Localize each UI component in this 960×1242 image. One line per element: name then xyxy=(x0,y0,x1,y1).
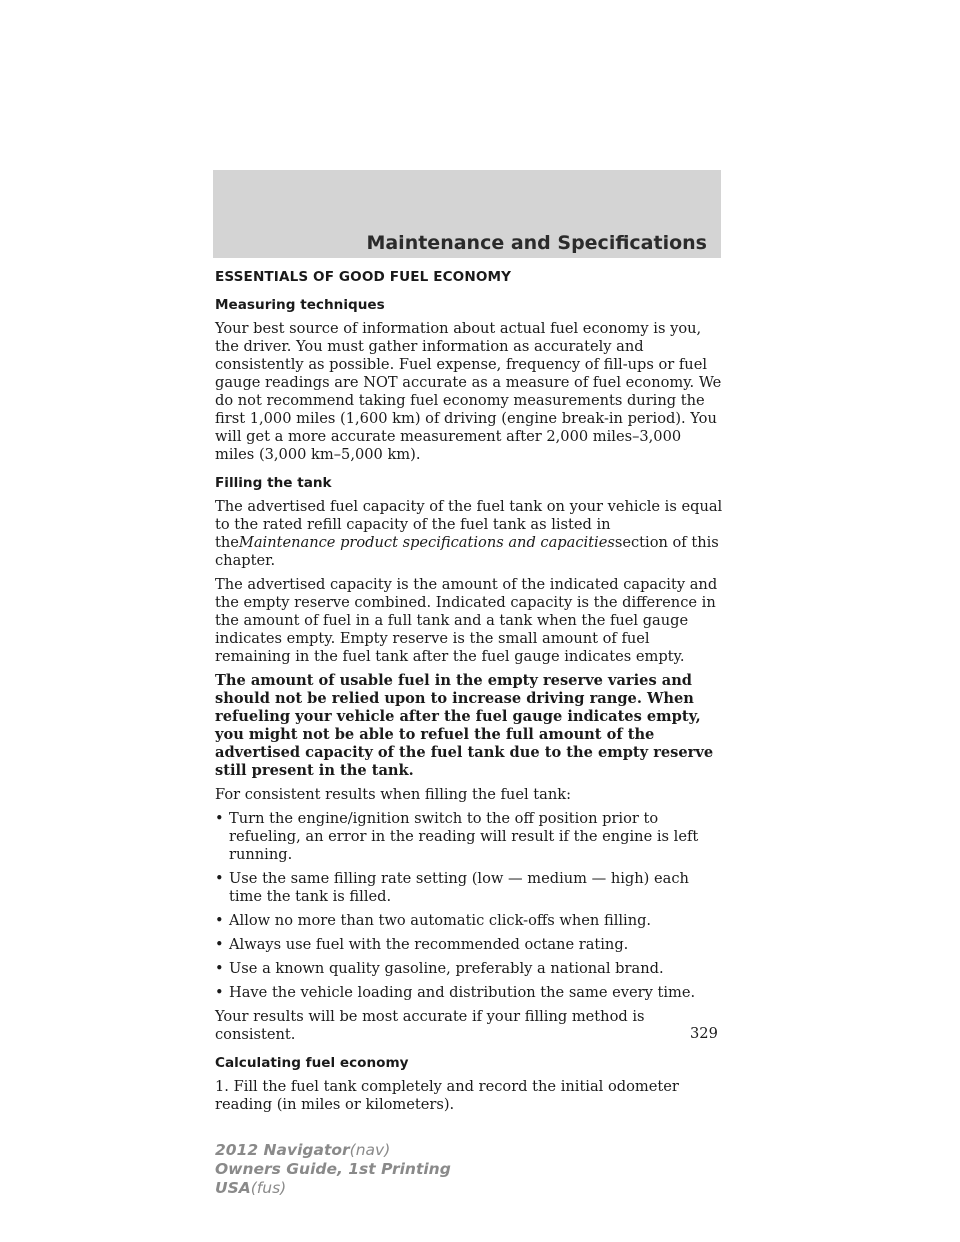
list-item xyxy=(215,960,725,978)
footer-line-1 xyxy=(215,1141,451,1160)
list-item-text: Use the same filling rate setting (low — medium — high) each time the tank is filled. xyxy=(229,870,689,905)
measuring-paragraph: Your best source of information about actual fuel economy is you, the driver. You must gather information as accurately and consistently as possible. Fuel expense, frequency of fill-ups or fuel gauge readings are NOT accurate as a measure of fuel economy. We do not recommend taking fuel economy measurements during the first 1,000 miles (1,600 km) of driving (engine break-in period). You will get a more accurate measurement after 2,000 miles–3,000 miles (3,000 km–5,000 km). xyxy=(215,320,722,463)
main-heading: ESSENTIALS OF GOOD FUEL ECONOMY xyxy=(215,269,512,285)
footer-model: 2012 Navigator xyxy=(215,1141,350,1159)
footer-market: USA xyxy=(215,1179,251,1197)
filling-bullet-list xyxy=(215,810,725,1002)
footer-line-2: Owners Guide, 1st Printing xyxy=(215,1160,451,1178)
list-item xyxy=(215,936,725,954)
bullet-icon: • xyxy=(215,912,224,929)
footer-market-code: (fus) xyxy=(250,1179,287,1197)
filling-paragraph-2: The advertised capacity is the amount of the indicated capacity and the empty reserve combined. Indicated capacity is the difference in the amount of fuel in a full tank and a tank when the fuel gauge indicates empty. Empty reserve is the small amount of fuel remaining in the fuel tank after the fuel gauge indicates empty. xyxy=(215,576,718,665)
list-item-text: Allow no more than two automatic click-offs when filling. xyxy=(229,912,652,929)
section-header-band xyxy=(213,170,721,258)
footer-model-code: (nav) xyxy=(349,1141,391,1159)
list-item xyxy=(215,870,725,906)
print-footer xyxy=(215,1141,451,1198)
page-content xyxy=(215,268,725,1120)
section-title: Maintenance and Specifications xyxy=(366,232,707,254)
footer-line-3 xyxy=(215,1179,451,1198)
reserve-warning: The amount of usable fuel in the empty reserve varies and should not be relied upon to increase driving range. When refueling your vehicle after the fuel gauge indicates empty, you might not be able to refuel the full amount of the advertised capacity of the fuel tank due to the empty reserve still present in the tank. xyxy=(215,672,714,779)
filling-paragraph-1 xyxy=(215,498,725,570)
calculating-step-1: 1. Fill the fuel tank completely and record the initial odometer reading (in miles or kilometers). xyxy=(215,1078,679,1113)
filling-p1-start: The advertised fuel capacity of the fuel tank on your vehicle is equal to the rated refill capacity of the fuel tank as listed in the xyxy=(215,498,723,551)
filling-intro: For consistent results when filling the fuel tank: xyxy=(215,786,571,803)
bullet-icon: • xyxy=(215,936,224,953)
list-item-text: Have the vehicle loading and distribution the same every time. xyxy=(229,984,696,1001)
list-item xyxy=(215,984,725,1002)
list-item-text: Use a known quality gasoline, preferably a national brand. xyxy=(229,960,664,977)
list-item-text: Always use fuel with the recommended octane rating. xyxy=(229,936,629,953)
filling-conclusion: Your results will be most accurate if your filling method is consistent. xyxy=(215,1008,645,1043)
bullet-icon: • xyxy=(215,870,224,887)
bullet-icon: • xyxy=(215,984,224,1001)
bullet-icon: • xyxy=(215,810,224,827)
crossref-link: Maintenance product specifications and capacities xyxy=(238,534,615,551)
filling-heading: Filling the tank xyxy=(215,475,332,491)
page-number: 329 xyxy=(690,1025,718,1042)
measuring-heading: Measuring techniques xyxy=(215,297,385,313)
filling-p1-end: section of this chapter. xyxy=(215,534,719,569)
calculating-heading: Calculating fuel economy xyxy=(215,1055,409,1071)
list-item xyxy=(215,912,725,930)
list-item-text: Turn the engine/ignition switch to the off position prior to refueling, an error in the reading will result if the engine is left running. xyxy=(229,810,699,863)
bullet-icon: • xyxy=(215,960,224,977)
list-item xyxy=(215,810,725,864)
